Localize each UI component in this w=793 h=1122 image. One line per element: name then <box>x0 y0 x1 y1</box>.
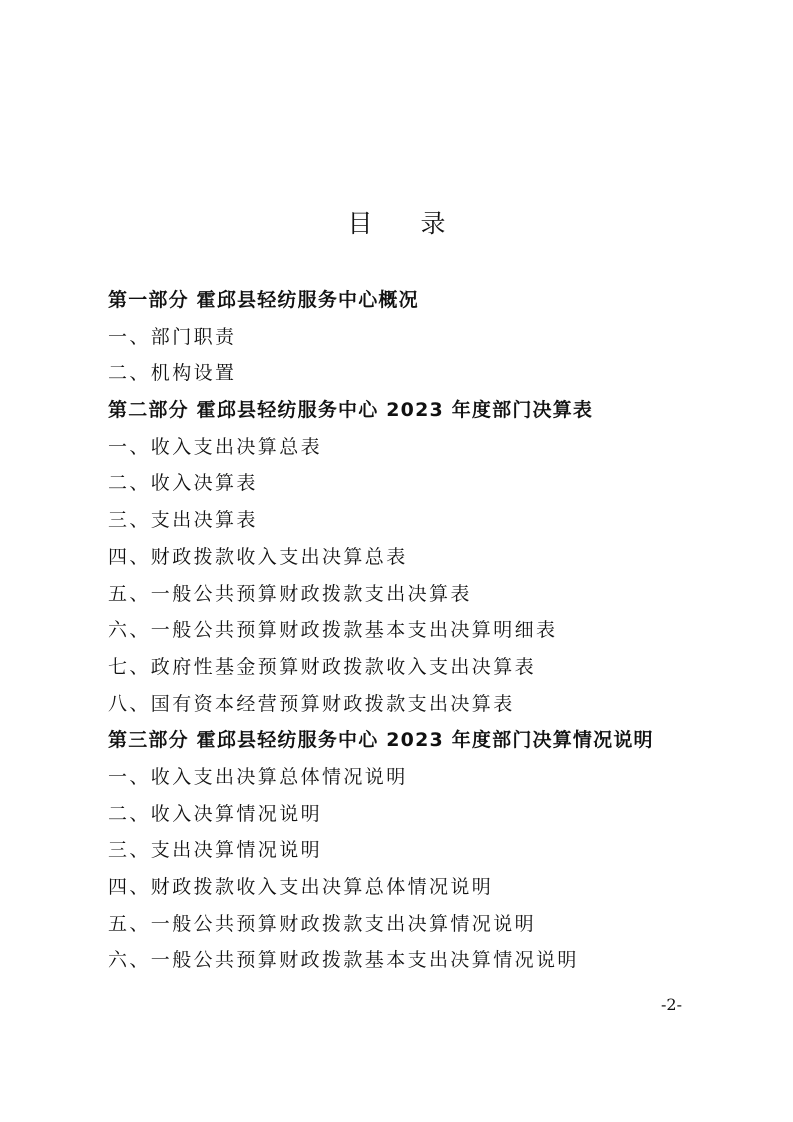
toc-item: 六、一般公共预算财政拨款基本支出决算情况说明 <box>108 949 579 972</box>
toc-item: 四、财政拨款收入支出决算总体情况说明 <box>108 876 494 898</box>
toc-item: 五、一般公共预算财政拨款支出决算表 <box>108 582 472 605</box>
toc-item: 八、国有资本经营预算财政拨款支出决算表 <box>108 692 515 715</box>
toc-item: 二、收入决算情况说明 <box>108 802 323 825</box>
page-number: -2- <box>661 995 682 1014</box>
toc-item: 二、机构设置 <box>108 362 237 385</box>
toc-item: 六、一般公共预算财政拨款基本支出决算明细表 <box>108 619 558 642</box>
toc-item: 二、收入决算表 <box>108 472 258 495</box>
toc-item: 一、收入支出决算总体情况说明 <box>108 765 408 788</box>
toc-section-heading: 第一部分 霍邱县轻纺服务中心概况 <box>108 289 419 311</box>
toc-item: 四、财政拨款收入支出决算总表 <box>108 545 408 568</box>
toc-section-heading: 第三部分 霍邱县轻纺服务中心 2023 年度部门决算情况说明 <box>108 729 654 752</box>
toc-item: 一、收入支出决算总表 <box>108 435 323 458</box>
toc-item: 五、一般公共预算财政拨款支出决算情况说明 <box>108 912 537 935</box>
toc-item: 三、支出决算表 <box>108 509 258 532</box>
toc-item: 三、支出决算情况说明 <box>108 839 323 862</box>
toc-item: 七、政府性基金预算财政拨款收入支出决算表 <box>108 655 537 678</box>
page-title: 目 录 <box>347 209 466 238</box>
toc-section-heading: 第二部分 霍邱县轻纺服务中心 2023 年度部门决算表 <box>108 399 594 422</box>
table-of-contents <box>108 282 728 979</box>
toc-item: 一、部门职责 <box>108 325 237 348</box>
